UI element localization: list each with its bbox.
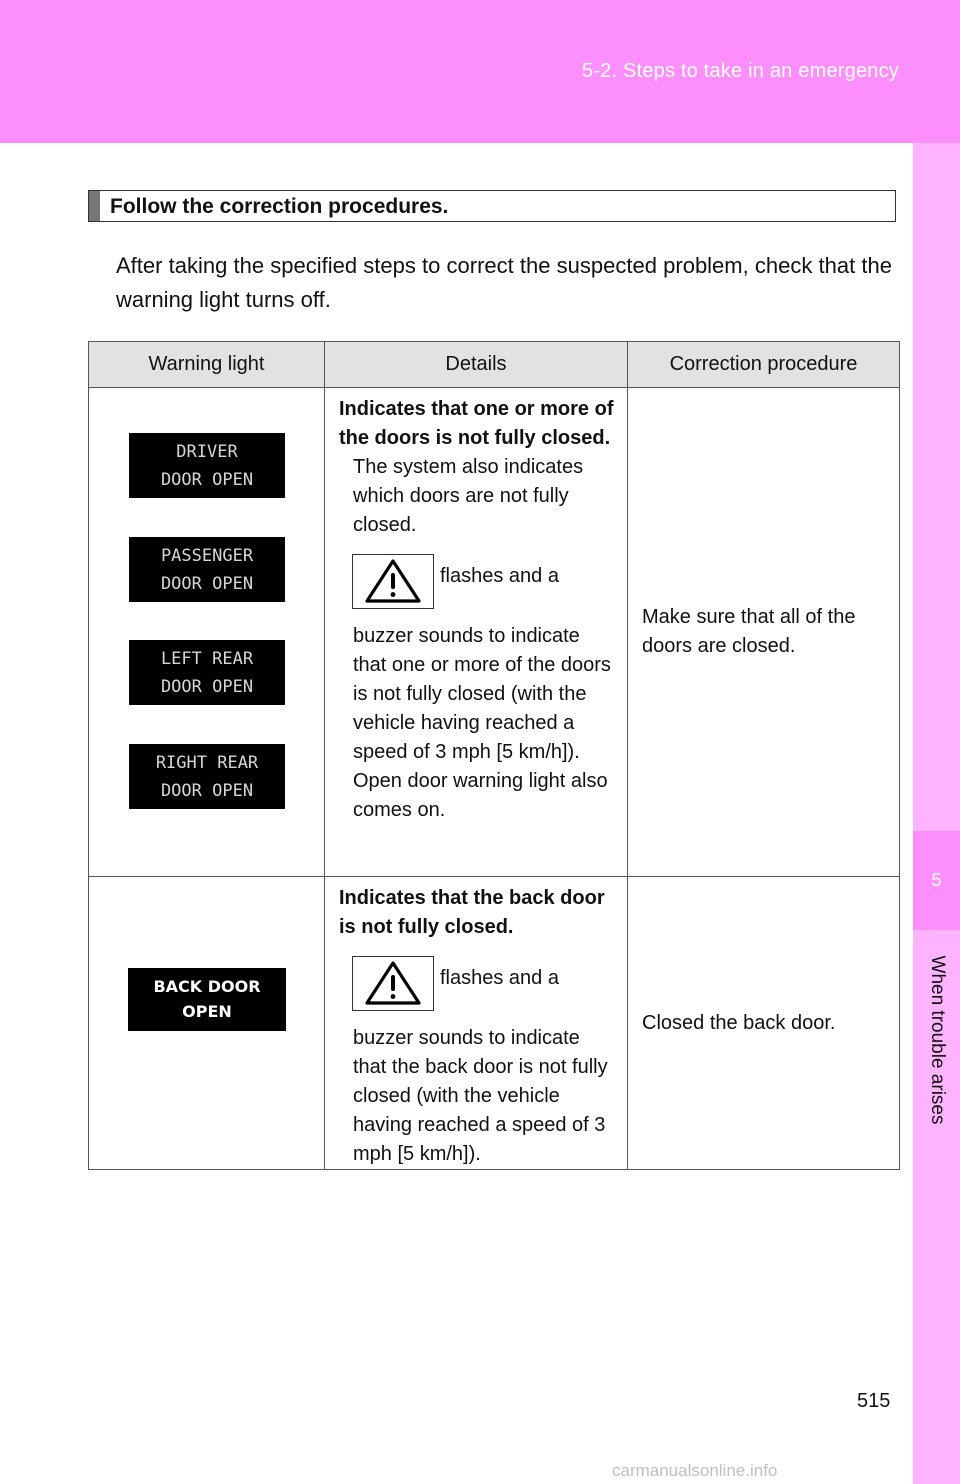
details-heading: Indicates that the back door is not fully closed. [339,887,605,938]
back-door-display [128,968,286,1031]
warning-table [88,341,900,1170]
correction-text: Make sure that all of the doors are closed. [642,606,856,657]
display-line: BACK DOOR [153,977,261,996]
display-line: LEFT REAR [160,649,254,669]
header-warning-light: Warning light [89,342,325,388]
display-line: OPEN [182,1002,232,1021]
driver-door-display [129,433,285,498]
left-rear-door-display [129,640,285,705]
step-accent [89,191,100,221]
display-line: PASSENGER [160,546,254,566]
table-header-row [89,342,900,388]
warning-triangle-icon [352,956,434,1011]
chapter-label: When trouble arises [927,955,948,1125]
page-header [0,0,960,143]
chapter-number: 5 [913,831,960,930]
header-correction: Correction procedure [628,342,900,388]
details-text: The system also indicates which doors are not fully closed. [353,456,584,536]
step-heading [88,190,896,222]
warning-light-cell [89,388,325,877]
table-row [89,388,900,877]
header-details: Details [325,342,628,388]
details-cell [325,877,628,1170]
display-line: DOOR OPEN [160,677,254,697]
buzzer-text: buzzer sounds to indicate that the back door is not fully closed (with the vehicle having reached a speed of 3 mph [5 km/h]). [353,1027,608,1165]
flashes-label: flashes and a [440,967,559,989]
correction-cell [628,388,900,877]
display-line: DOOR OPEN [160,781,254,801]
passenger-door-display [129,537,285,602]
intro-paragraph: After taking the specified steps to correct the suspected problem, check that the warning light turns off. [116,253,892,312]
display-line: DRIVER [176,442,238,462]
page-number: 515 [857,1390,891,1412]
right-rear-door-display [129,744,285,809]
buzzer-text: buzzer sounds to indicate that one or more of the doors is not fully closed (with the vehicle having reached a speed of 3 mph [5 km/h]). [353,625,611,763]
details-heading: Indicates that one or more of the doors is not fully closed. [339,398,614,449]
warning-light-cell [89,877,325,1170]
display-line: DOOR OPEN [160,574,254,594]
watermark: carmanualsonline.info [612,1461,778,1480]
correction-text: Closed the back door. [642,1011,836,1034]
section-title: 5-2. Steps to take in an emergency [582,60,899,82]
display-line: DOOR OPEN [160,470,254,490]
table-row [89,877,900,1170]
details-cell [325,388,628,877]
chapter-side-tab [913,143,960,1484]
open-door-text: Open door warning light also comes on. [353,770,608,821]
warning-triangle-icon [352,554,434,609]
step-title: Follow the correction procedures. [110,195,449,218]
correction-cell [628,877,900,1170]
flashes-label: flashes and a [440,565,559,587]
display-line: RIGHT REAR [155,753,259,773]
